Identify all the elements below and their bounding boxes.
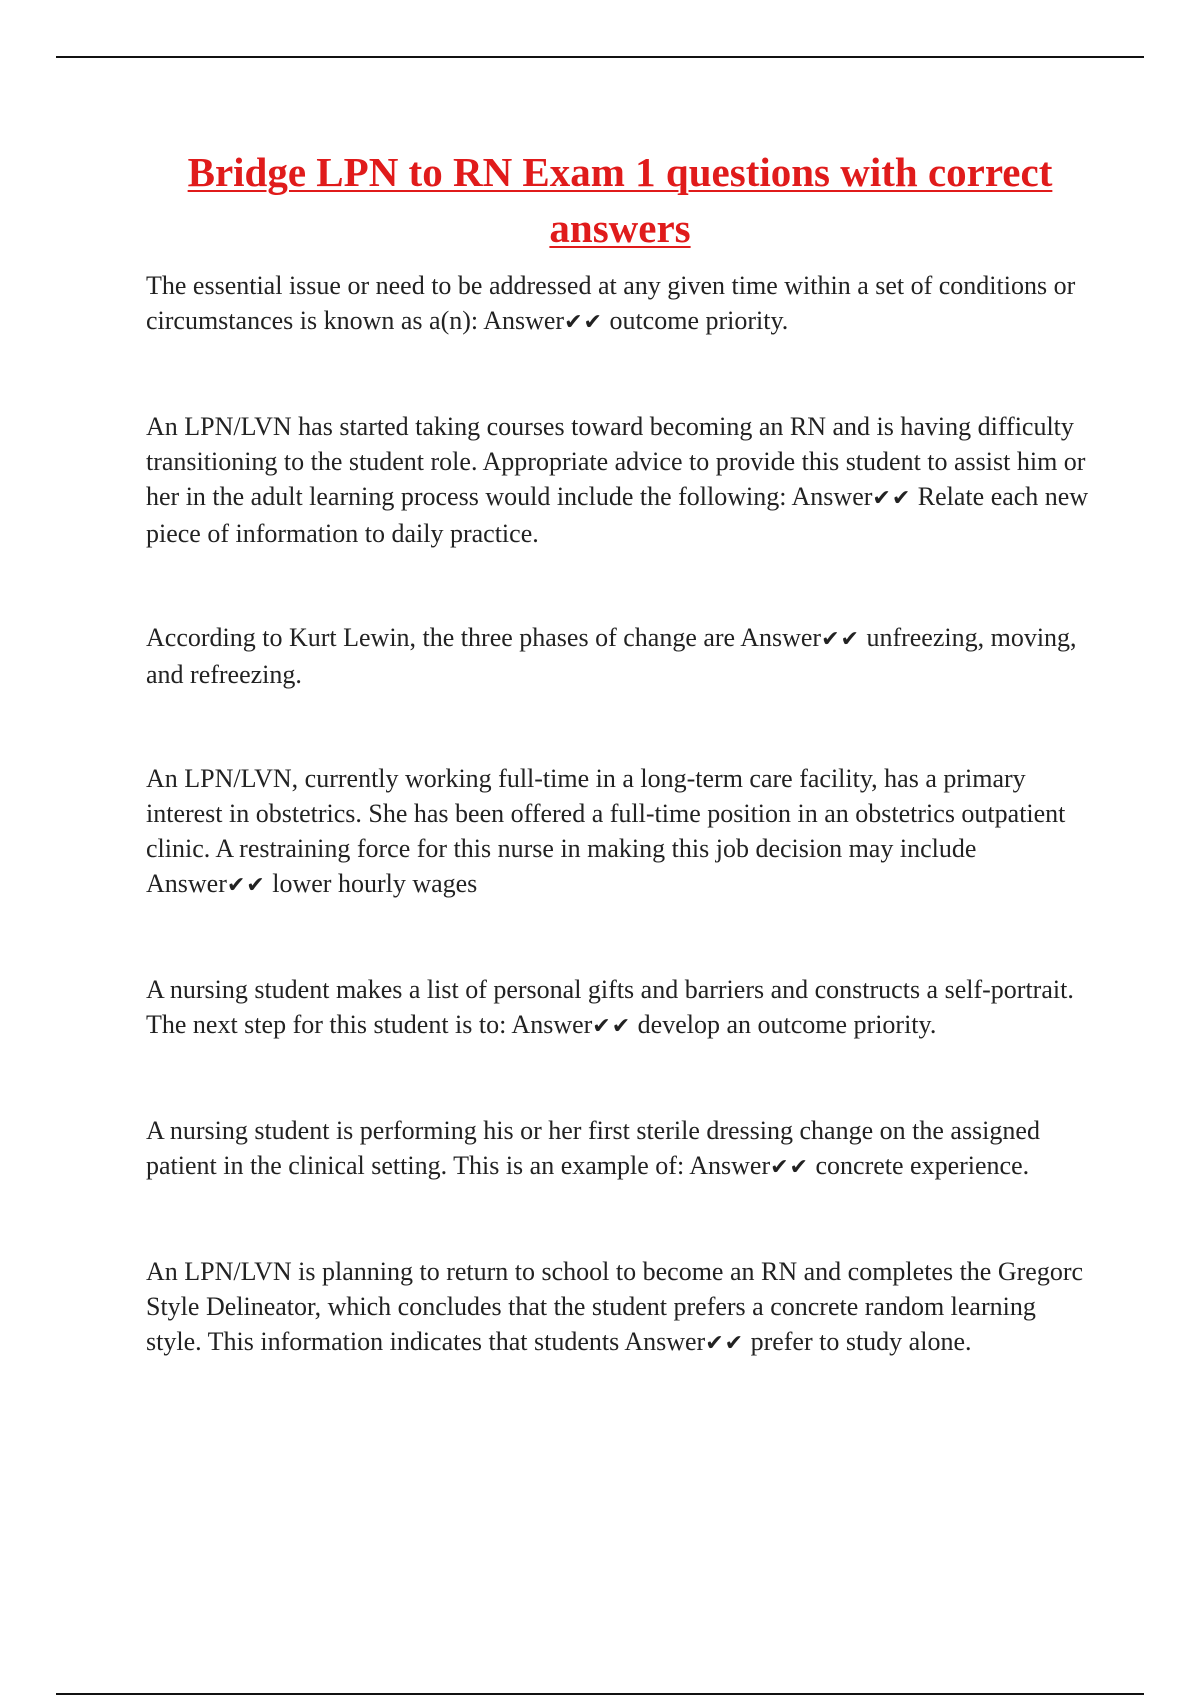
answer-label: Answer — [511, 1010, 593, 1039]
check-mark-icon: ✔✔ — [872, 486, 912, 511]
answer-text: develop an outcome priority. — [637, 1010, 937, 1039]
question-text: The essential issue or need to be addressed at any given time within a set of conditions or circumstances is known as a(n): — [146, 271, 1076, 335]
answer-text: unfreezing, moving, and refreezing. — [146, 623, 1077, 689]
check-mark-icon: ✔✔ — [226, 873, 266, 898]
question-text: A nursing student is performing his or her first sterile dressing change on the assigned patient in the clinical setting. This is an example of: — [146, 1116, 1040, 1180]
qa-list — [146, 268, 1096, 1430]
footer-rule — [56, 1693, 1144, 1695]
question-text: A nursing student makes a list of personal gifts and barriers and constructs a self-portrait. The next step for this student is to: — [146, 975, 1074, 1039]
check-mark-icon: ✔✔ — [592, 1014, 632, 1039]
qa-item — [146, 761, 1096, 903]
qa-item — [146, 972, 1096, 1044]
header-rule — [56, 56, 1144, 58]
check-mark-icon: ✔✔ — [705, 1331, 745, 1356]
answer-text: concrete experience. — [815, 1151, 1030, 1180]
answer-label: Answer — [791, 482, 873, 511]
qa-item — [146, 1254, 1096, 1361]
question-text: An LPN/LVN has started taking courses toward becoming an RN and is having difficulty transitioning to the student role. Appropriate advice to provide this student to assist him or her in the adult learning process would include the following: — [146, 412, 1086, 511]
document-title: Bridge LPN to RN Exam 1 questions with correct answers — [187, 149, 1053, 251]
answer-label: Answer — [483, 306, 565, 335]
question-text: An LPN/LVN, currently working full-time in a long-term care facility, has a primary interest in obstetrics. She has been offered a full-time position in an obstetrics outpatient clinic. A restraining force for this nurse in making this job decision may include — [146, 764, 1066, 863]
answer-text: outcome priority. — [609, 306, 789, 335]
question-text: An LPN/LVN is planning to return to school to become an RN and completes the Gregorc Style Delineator, which concludes that the student prefers a concrete random learning style. This information indicates that students — [146, 1257, 1084, 1356]
check-mark-icon: ✔✔ — [770, 1155, 809, 1180]
answer-label: Answer — [689, 1151, 771, 1180]
qa-item — [146, 1113, 1096, 1185]
answer-label: Answer — [146, 869, 227, 898]
answer-label: Answer — [740, 623, 822, 652]
answer-text: prefer to study alone. — [750, 1327, 972, 1356]
check-mark-icon: ✔✔ — [564, 310, 603, 335]
question-text: According to Kurt Lewin, the three phases of change are — [146, 623, 736, 652]
answer-label: Answer — [624, 1327, 706, 1356]
qa-item — [146, 409, 1096, 551]
check-mark-icon: ✔✔ — [821, 627, 860, 652]
qa-item — [146, 620, 1096, 692]
answer-text: Relate each new piece of information to daily practice. — [146, 482, 1089, 548]
answer-text: lower hourly wages — [272, 869, 478, 898]
qa-item — [146, 268, 1096, 340]
